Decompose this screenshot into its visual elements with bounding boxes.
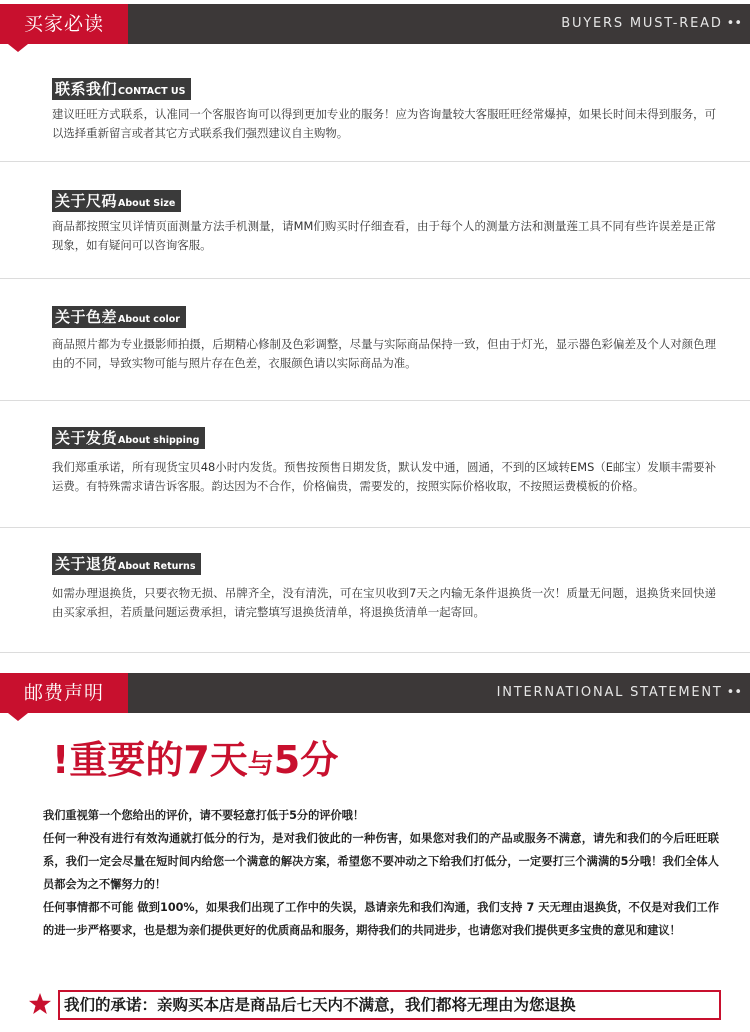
promise-text: 我们的承诺：亲购买本店是商品后七天内不满意，我们都将无理由为您退换 [58,990,721,1020]
postage-header-en-title [497,673,742,713]
section-color-tag [52,306,186,328]
buyers-header-title: 买家必读 [23,13,104,35]
dots-icon: •• [726,16,742,31]
statement-title-part3: 5分 [273,738,339,782]
section-contact-tag [52,78,191,100]
promise-banner [28,990,728,1020]
section-divider [0,652,750,653]
section-size-cn: 关于尺码 [55,192,118,210]
star-icon [28,992,52,1016]
section-contact [0,44,750,162]
section-shipping [0,401,750,528]
section-color-text: 商品照片都为专业摄影师拍摄，后期精心修制及色彩调整，尽量与实际商品保持一致，但由于灯光，显示器色彩偏差及个人对颜色理由的不同，导致实物可能与照片存在色差，衣服颜色请以实际商品为准。 [52,337,716,370]
section-returns-text: 如需办理退换货，只要衣物无损、吊牌齐全，没有清洗，可在宝贝收到7天之内输无条件退换货一次！质量无问题，退换货来回快递由买家承担，若质量问题运费承担，请完整填写退换货清单，将退换货清单一起寄回。 [52,586,716,619]
section-shipping-text: 我们郑重承诺，所有现货宝贝48小时内发货。预售按预售日期发货，默认发中通，圆通，不到的区域转EMS（E邮宝）发顺丰需要补运费。有特殊需求请告诉客服。韵达因为不合作，价格偏贵，需要发的，按照实际价格收取，不按照运费模板的价格。 [52,460,716,493]
postage-header-title: 邮费声明 [23,682,104,704]
header-tab-pointer [8,713,28,721]
section-size [0,162,750,279]
statement-paragraph-3: 任何事情都不可能 做到100%，如果我们出现了工作中的失误，恳请亲先和我们沟通，我们支持 7 天无理由退换货，不仅是对我们工作的进一步严格要求，也是想为亲们提供更好的优质商品和服务，期待我们的共同进步，也请您对我们提供更多宝贵的意见和建议！ [43,901,719,937]
section-returns-en: About Returns [118,561,196,572]
section-size-en: About Size [118,198,176,209]
section-shipping-tag [52,427,205,449]
section-contact-en: CONTACT US [118,86,186,97]
postage-en-label: INTERNATIONAL STATEMENT [496,685,723,700]
buyers-header-bar [0,4,750,44]
section-contact-cn: 联系我们 [55,80,118,98]
section-shipping-cn: 关于发货 [55,429,118,447]
buyers-en-label: BUYERS MUST-READ [561,16,723,31]
statement-title [52,734,338,786]
statement-title-part1: !重要的7天 [52,738,248,782]
section-contact-text: 建议旺旺方式联系，认准同一个客服咨询可以得到更加专业的服务！应为咨询量较大客服旺旺经常爆掉，如果长时间未得到服务，可以选择重新留言或者其它方式联系我们强烈建议自主购物。 [52,107,716,140]
section-size-text: 商品都按照宝贝详情页面测量方法手机测量，请MM们购买时仔细查看，由于每个人的测量方法和测量莲工具不同有些许误差是正常现象，如有疑问可以咨询客服。 [52,219,716,252]
section-size-tag [52,190,181,212]
statement-paragraph-2: 任何一种没有进行有效沟通就打低分的行为，是对我们彼此的一种伤害，如果您对我们的产品或服务不满意，请先和我们的今后旺旺联系，我们一定会尽量在短时间内给您一个满意的解决方案，希望您不要冲动之下给我们打低分，一定要打三个满满的5分哦！我们全体人员都会为之不懈努力的！ [43,832,719,891]
statement-title-part2: 与 [247,750,274,780]
statement-paragraph-1: 我们重视第一个您给出的评价，请不要轻意打低于5分的评价哦！ [43,809,365,822]
postage-header-bar [0,673,750,713]
section-color [0,279,750,401]
buyers-header-en-title [561,4,742,44]
section-returns [0,528,750,653]
section-color-cn: 关于色差 [55,308,118,326]
section-returns-cn: 关于退货 [55,555,118,573]
dots-icon: •• [726,685,742,700]
section-shipping-en: About shipping [118,435,200,446]
section-color-en: About color [118,314,180,325]
section-returns-tag [52,553,201,575]
